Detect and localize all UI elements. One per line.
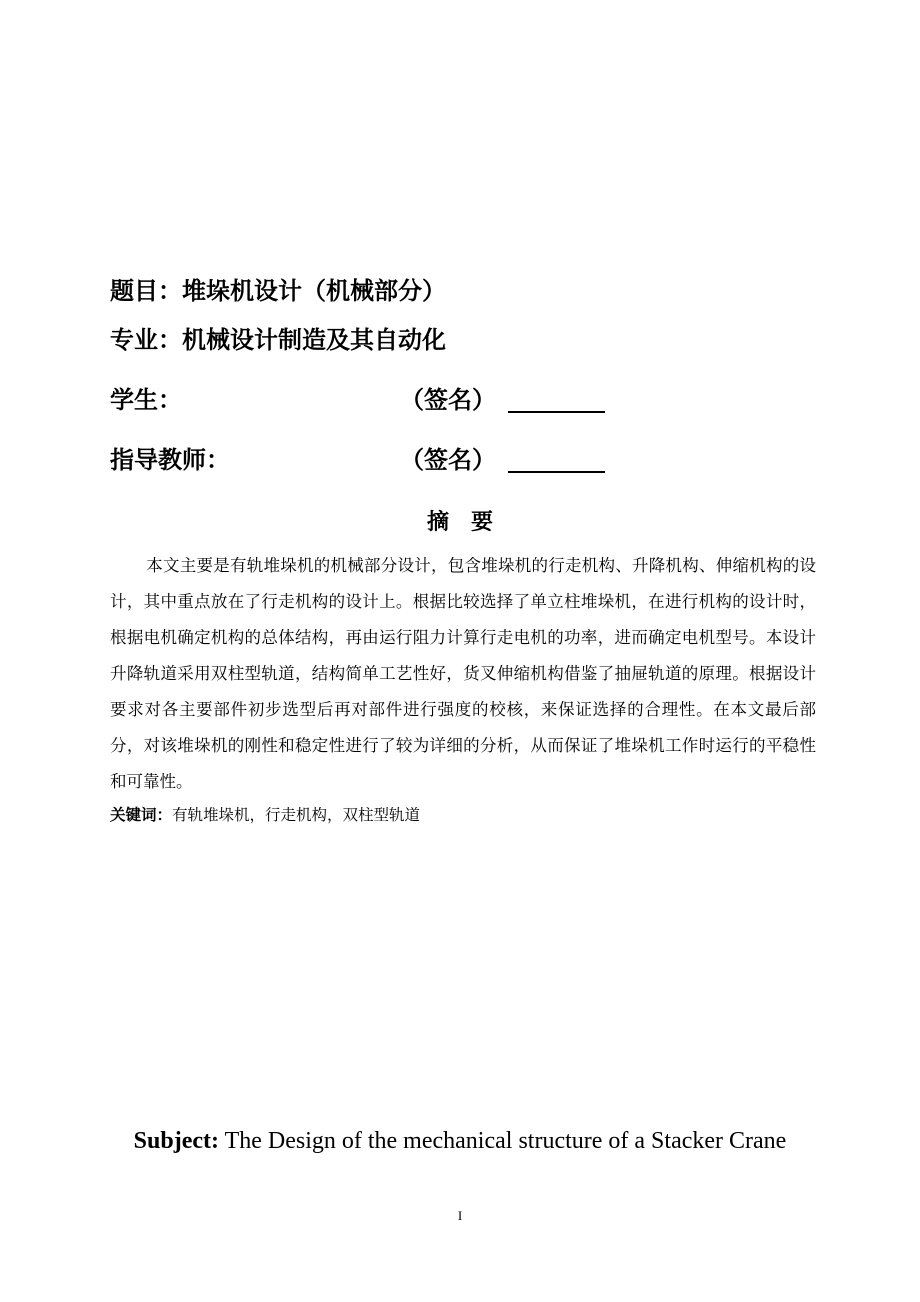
major-label: 专业： [110, 326, 182, 354]
advisor-signature-label: （签名） [400, 446, 496, 474]
page-number: I [457, 1208, 463, 1223]
major-line [110, 323, 446, 357]
abstract-body [110, 548, 816, 800]
english-subject [0, 1128, 920, 1155]
subject-label: Subject: [133, 1128, 219, 1154]
keywords-value: 有轨堆垛机，行走机构，双柱型轨道 [172, 806, 421, 824]
topic-label: 题目： [110, 277, 182, 305]
advisor-signature-line [508, 471, 605, 473]
keywords-label: 关键词： [110, 806, 173, 824]
subject-value: The Design of the mechanical structure of a Stacker Crane [219, 1128, 787, 1154]
keywords-line [110, 800, 420, 830]
topic-value: 堆垛机设计（机械部分） [182, 277, 446, 305]
abstract-text: 本文主要是有轨堆垛机的机械部分设计，包含堆垛机的行走机构、升降机构、伸缩机构的设计，其中重点放在了行走机构的设计上。根据比较选择了单立柱堆垛机，在进行机构的设计时，根据电机确定机构的总体结构，再由运行阻力计算行走电机的功率，进而确定电机型号。本设计升降轨道采用双柱型轨道，结构简单工艺性好，货叉伸缩机构借鉴了抽屉轨道的原理。根据设计要求对各主要部件初步选型后再对部件进行强度的校核，来保证选择的合理性。在本文最后部分，对该堆垛机的刚性和稳定性进行了较为详细的分析，从而保证了堆垛机工作时运行的平稳性和可靠性。 [110, 556, 816, 791]
topic-line [110, 274, 446, 308]
abstract-title: 摘要 [426, 510, 515, 535]
student-label: 学生： [110, 386, 182, 414]
major-value: 机械设计制造及其自动化 [182, 326, 446, 354]
student-signature-label: （签名） [400, 386, 496, 414]
advisor-label: 指导教师： [110, 446, 230, 474]
student-signature-line [508, 411, 605, 413]
